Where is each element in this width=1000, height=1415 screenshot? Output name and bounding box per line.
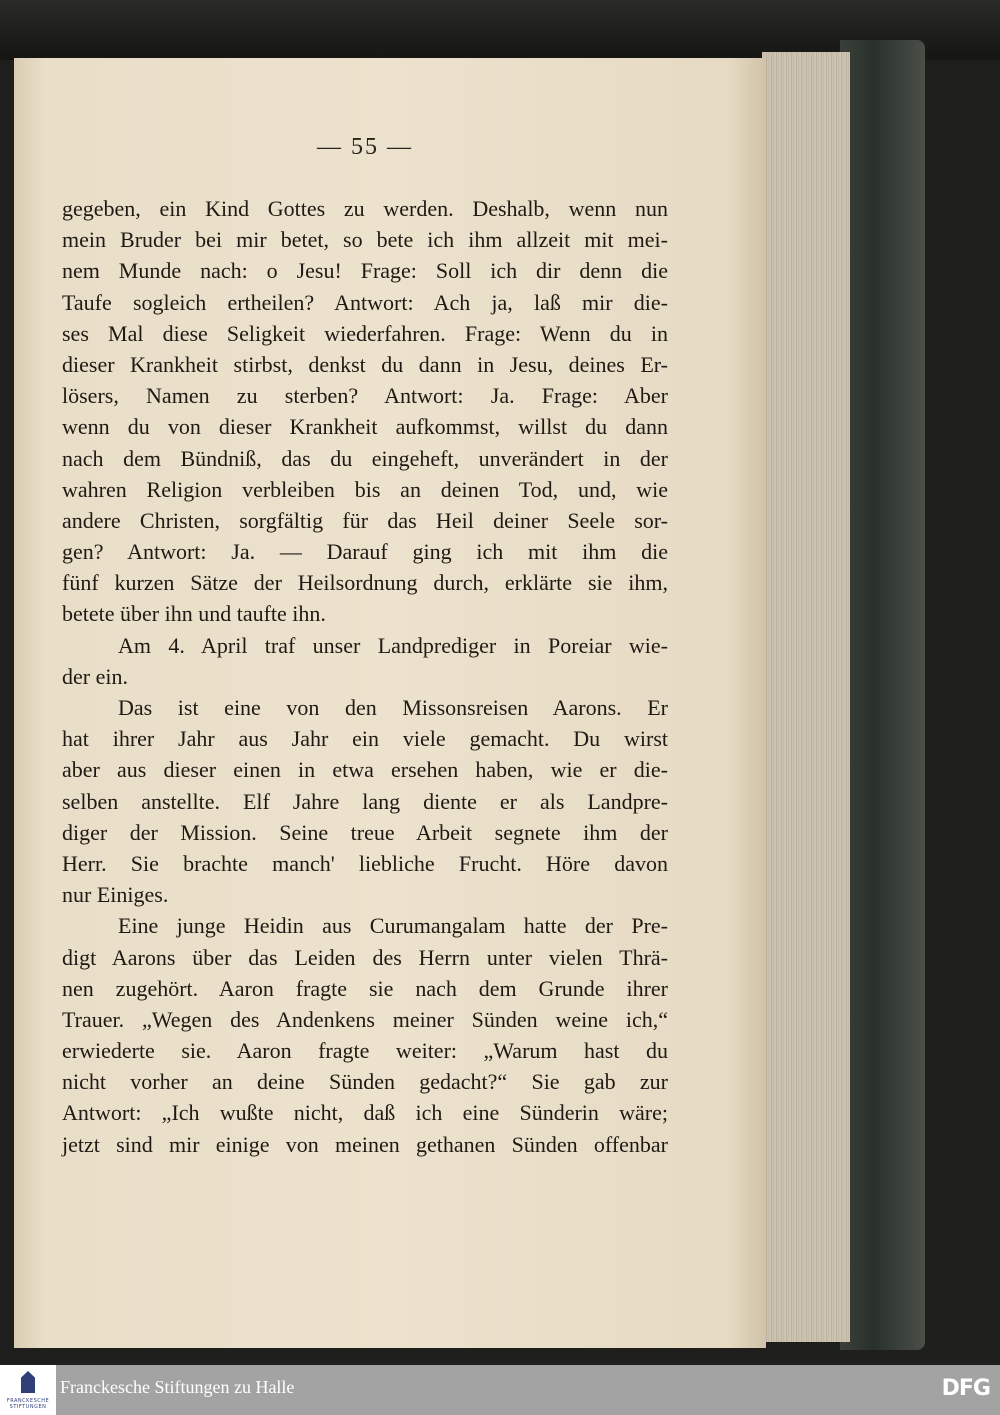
text-line: gegeben, ein Kind Gottes zu werden. Deshalb, wenn nun	[62, 196, 668, 221]
text-line: nach dem Bündniß, das du eingeheft, unverändert in der	[62, 445, 668, 471]
text-line: Trauer. „Wegen des Andenkens meiner Sünden weine ich,“	[62, 1006, 668, 1032]
dfg-logo[interactable]: DFG	[941, 1376, 990, 1401]
text-line: erwiederte sie. Aaron fragte weiter: „Warum hast du	[62, 1038, 668, 1064]
text-line: Eine junge Heidin aus Curumangalam hatte der Pre-	[118, 913, 668, 939]
book-cover	[840, 40, 925, 1350]
text-line: der ein.	[62, 663, 128, 689]
text-line: ses Mal diese Seligkeit wiederfahren. Frage: Wenn du in	[62, 320, 668, 346]
text-line: hat ihrer Jahr aus Jahr ein viele gemacht. Du wirst	[62, 726, 668, 752]
logo-caption: FRANCKESCHE STIFTUNGEN	[6, 1398, 50, 1410]
text-line: Taufe sogleich ertheilen? Antwort: Ach ja, laß mir die-	[62, 289, 668, 315]
institution-name: Franckesche Stiftungen zu Halle	[60, 1377, 295, 1397]
text-line: nem Munde nach: o Jesu! Frage: Soll ich dir denn die	[62, 258, 668, 284]
text-line: Antwort: „Ich wußte nicht, daß ich eine Sünderin wäre;	[62, 1100, 668, 1126]
page-edges	[762, 52, 850, 1342]
text-line: betete über ihn und taufte ihn.	[62, 601, 326, 627]
text-line: nicht vorher an deine Sünden gedacht?“ Sie gab zur	[62, 1069, 668, 1095]
page-number: — 55 —	[317, 134, 413, 160]
text-line: dieser Krankheit stirbst, denkst du dann in Jesu, deines Er-	[62, 351, 668, 377]
text-line: diger der Mission. Seine treue Arbeit segnete ihm der	[62, 819, 668, 845]
text-line: jetzt sind mir einige von meinen gethanen Sünden offenbar	[62, 1131, 668, 1157]
text-line: wahren Religion verbleiben bis an deinen Tod, und, wie	[62, 476, 668, 502]
text-line: wenn du von dieser Krankheit aufkommst, willst du dann	[62, 414, 668, 440]
text-line: mein Bruder bei mir betet, so bete ich ihm allzeit mit mei-	[62, 227, 668, 253]
text-line: Am 4. April traf unser Landprediger in Poreiar wie-	[118, 632, 668, 658]
text-line: nur Einiges.	[62, 882, 169, 908]
text-line: digt Aarons über das Leiden des Herrn unter vielen Thrä-	[62, 944, 668, 970]
text-line: andere Christen, sorgfältig für das Heil deiner Seele sor-	[62, 507, 668, 533]
text-line: Das ist eine von den Missonsreisen Aarons. Er	[118, 695, 668, 720]
text-line: lösers, Namen zu sterben? Antwort: Ja. Frage: Aber	[62, 383, 668, 409]
logo-figure-icon	[21, 1371, 35, 1393]
text-line: selben anstellte. Elf Jahre lang diente er als Landpre-	[62, 788, 668, 814]
footer-bar	[0, 1365, 1000, 1415]
body-text	[62, 193, 668, 1160]
franckesche-stiftungen-logo[interactable]	[0, 1365, 56, 1415]
text-line: Herr. Sie brachte manch' liebliche Frucht. Höre davon	[62, 850, 668, 876]
text-line: gen? Antwort: Ja. — Darauf ging ich mit ihm die	[62, 539, 668, 565]
text-line: fünf kurzen Sätze der Heilsordnung durch, erklärte sie ihm,	[62, 570, 668, 596]
text-line: aber aus dieser einen in etwa ersehen haben, wie er die-	[62, 757, 668, 783]
text-line: nen zugehört. Aaron fragte sie nach dem Grunde ihrer	[62, 975, 668, 1001]
